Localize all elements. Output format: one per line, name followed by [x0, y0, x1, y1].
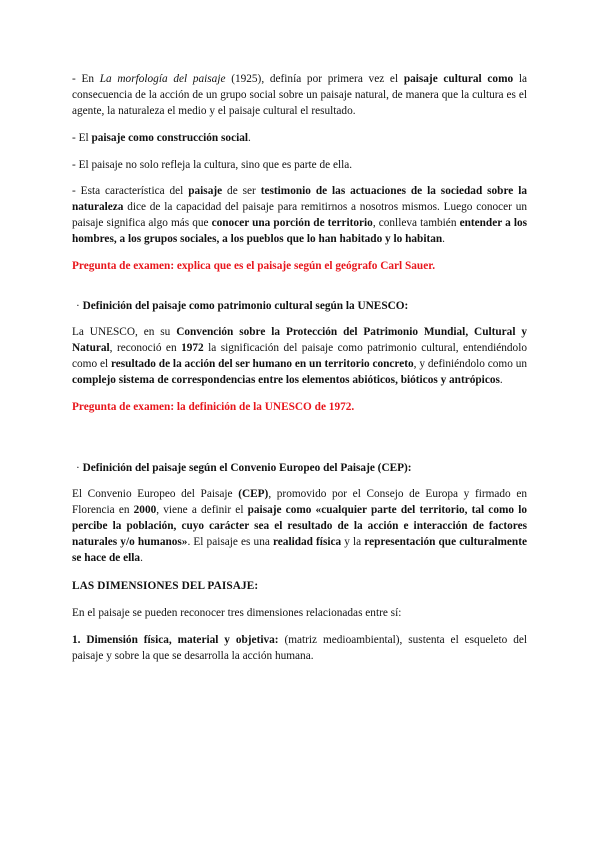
bold-text: 2000	[133, 504, 157, 516]
document-page	[72, 71, 527, 664]
bold-text: paisaje cultural como	[403, 73, 514, 85]
text: La UNESCO, en su	[72, 326, 177, 338]
text: - Esta característica del	[72, 185, 189, 197]
exam-question-unesco: Pregunta de examen: la definición de la UNESCO de 1972.	[72, 401, 355, 413]
heading-text: LAS DIMENSIONES DEL PAISAJE:	[72, 580, 259, 592]
heading-cep-definition: · Definición del paisaje según el Convenio Europeo del Paisaje (CEP):	[76, 462, 412, 474]
paragraph-testimony	[72, 183, 527, 247]
text: la significación del paisaje como patrimonio cultural, entendiéndolo como el	[72, 342, 527, 370]
text: .	[248, 132, 251, 144]
text: - El paisaje no solo refleja la cultura, sino que es parte de ella.	[72, 159, 353, 171]
exam-question-sauer: Pregunta de examen: explica que es el paisaje según el geógrafo Carl Sauer.	[72, 260, 436, 272]
text: El Convenio Europeo del Paisaje	[72, 488, 239, 500]
bold-text: paisaje	[188, 185, 223, 197]
bold-text: paisaje como «cualquier parte del territorio, tal como lo percibe la población, cuyo carácter sea el resultado de la acción e interacción de factores naturales y/o humanos»	[72, 504, 527, 548]
text: de ser	[222, 185, 261, 197]
paragraph-social-construction	[72, 130, 527, 146]
bold-text: testimonio de las actuaciones de la sociedad sobre la naturaleza	[72, 185, 527, 213]
text: , promovido por el Consejo de Europa y firmado en Florencia en	[72, 488, 527, 516]
text: , viene a definir el	[156, 504, 248, 516]
text: , reconoció en	[109, 342, 182, 354]
heading-dimensions	[72, 578, 527, 594]
text: y la	[341, 536, 365, 548]
bold-text: entender a los hombres, a los grupos sociales, a los pueblos que lo han habitado y lo habitan	[72, 217, 528, 245]
bold-text: conocer una porción de territorio	[211, 217, 373, 229]
paragraph-physical-dimension	[72, 632, 527, 664]
paragraph-dimensions-intro	[72, 605, 527, 621]
text: , y definiéndolo como un	[413, 358, 528, 370]
paragraph-culture-reflection	[72, 157, 527, 173]
text: (matriz medioambiental), sustenta el esqueleto del paisaje y sobre la que se desarrolla la acción humana.	[72, 634, 528, 662]
paragraph-unesco	[72, 324, 527, 388]
heading-unesco-definition: · Definición del paisaje como patrimonio cultural según la UNESCO:	[76, 300, 409, 312]
text: .	[140, 552, 143, 564]
bold-text: (CEP)	[238, 488, 269, 500]
text: - El	[72, 132, 92, 144]
text: En el paisaje se pueden reconocer tres dimensiones relacionadas entre sí:	[72, 607, 402, 619]
heading-text: Definición del paisaje como patrimonio cultural según la UNESCO:	[82, 300, 409, 312]
bold-text: resultado de la acción del ser humano en un territorio concreto	[110, 358, 414, 370]
text: . El paisaje es una	[187, 536, 273, 548]
book-title: La morfología del paisaje	[99, 73, 226, 85]
text: - En	[72, 73, 100, 85]
text: dice de la capacidad del paisaje para remitirnos a nosotros mismos. Luego conocer un paisaje significa algo más que	[72, 201, 527, 229]
bold-text: representación que culturalmente se hace de ella	[72, 536, 527, 564]
heading-text: Definición del paisaje según el Convenio Europeo del Paisaje (CEP):	[82, 462, 412, 474]
bold-text: paisaje como construcción social	[91, 132, 249, 144]
bold-text: Convención sobre la Protección del Patrimonio Mundial, Cultural y Natural	[72, 326, 528, 354]
paragraph-sauer-definition	[72, 71, 527, 119]
bold-text: complejo sistema de correspondencias entre los elementos abióticos, bióticos y antrópicos	[72, 374, 500, 386]
bold-text: 1972	[181, 342, 204, 354]
bold-text: realidad física	[272, 536, 342, 548]
text: (1925), definía por primera vez el	[225, 73, 404, 85]
bold-text: 1. Dimensión física, material y objetiva:	[72, 634, 279, 646]
text: , conlleva también	[372, 217, 460, 229]
text: .	[499, 374, 503, 386]
text: .	[442, 233, 445, 245]
paragraph-cep	[72, 486, 527, 566]
text: la consecuencia de la acción de un grupo social sobre un paisaje natural, de manera que la cultura es el agente, la naturaleza el medio y el paisaje cultural el resultado.	[72, 73, 528, 117]
